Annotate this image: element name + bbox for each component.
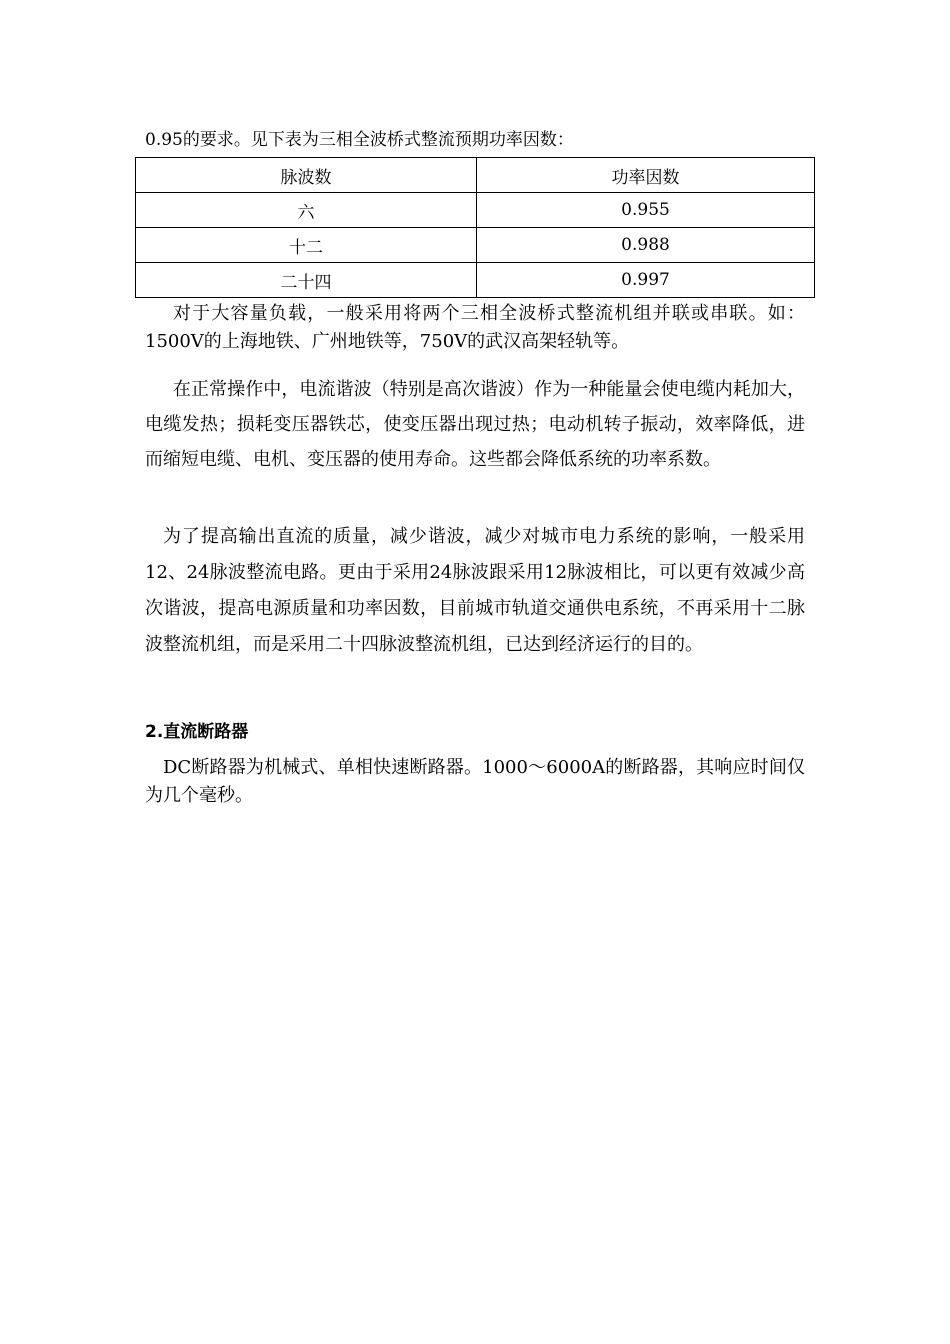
table-row [136, 228, 815, 263]
table-row [136, 263, 815, 298]
table-header-pulse-count: 脉波数 [136, 158, 477, 193]
table-cell-power-factor: 0.955 [477, 193, 815, 228]
table-cell-pulse-count: 六 [136, 193, 477, 228]
power-factor-table [135, 157, 815, 298]
section-heading: 2.直流断路器 [145, 722, 249, 742]
section-body: DC断路器为机械式、单相快速断路器。1000～6000A的断路器，其响应时间仅为几个毫秒。 [145, 757, 805, 806]
table-cell-power-factor: 0.988 [477, 228, 815, 263]
table-header-row [136, 158, 815, 193]
table-cell-pulse-count: 十二 [136, 228, 477, 263]
table-cell-power-factor: 0.997 [477, 263, 815, 298]
intro-text: 0.95的要求。见下表为三相全波桥式整流预期功率因数： [145, 130, 574, 150]
table-cell-pulse-count: 二十四 [136, 263, 477, 298]
paragraph-large-load: 对于大容量负载，一般采用将两个三相全波桥式整流机组并联或串联。如：1500V的上海地铁、广州地铁等，750V的武汉高架轻轨等。 [145, 303, 805, 352]
table-row [136, 193, 815, 228]
paragraph-harmonics: 在正常操作中，电流谐波（特别是高次谐波）作为一种能量会使电缆内耗加大，电缆发热；损耗变压器铁芯，使变压器出现过热；电动机转子振动，效率降低，进而缩短电缆、电机、变压器的使用寿命。这些都会降低系统的功率系数。 [145, 379, 805, 470]
paragraph-pulse-rectifier: 为了提高输出直流的质量，减少谐波，减少对城市电力系统的影响，一般采用12、24脉波整流电路。更由于采用24脉波跟采用12脉波相比，可以更有效减少高次谐波，提高电源质量和功率因数，目前城市轨道交通供电系统，不再采用十二脉波整流机组，而是采用二十四脉波整流机组，已达到经济运行的目的。 [145, 526, 805, 655]
table-header-power-factor: 功率因数 [477, 158, 815, 193]
